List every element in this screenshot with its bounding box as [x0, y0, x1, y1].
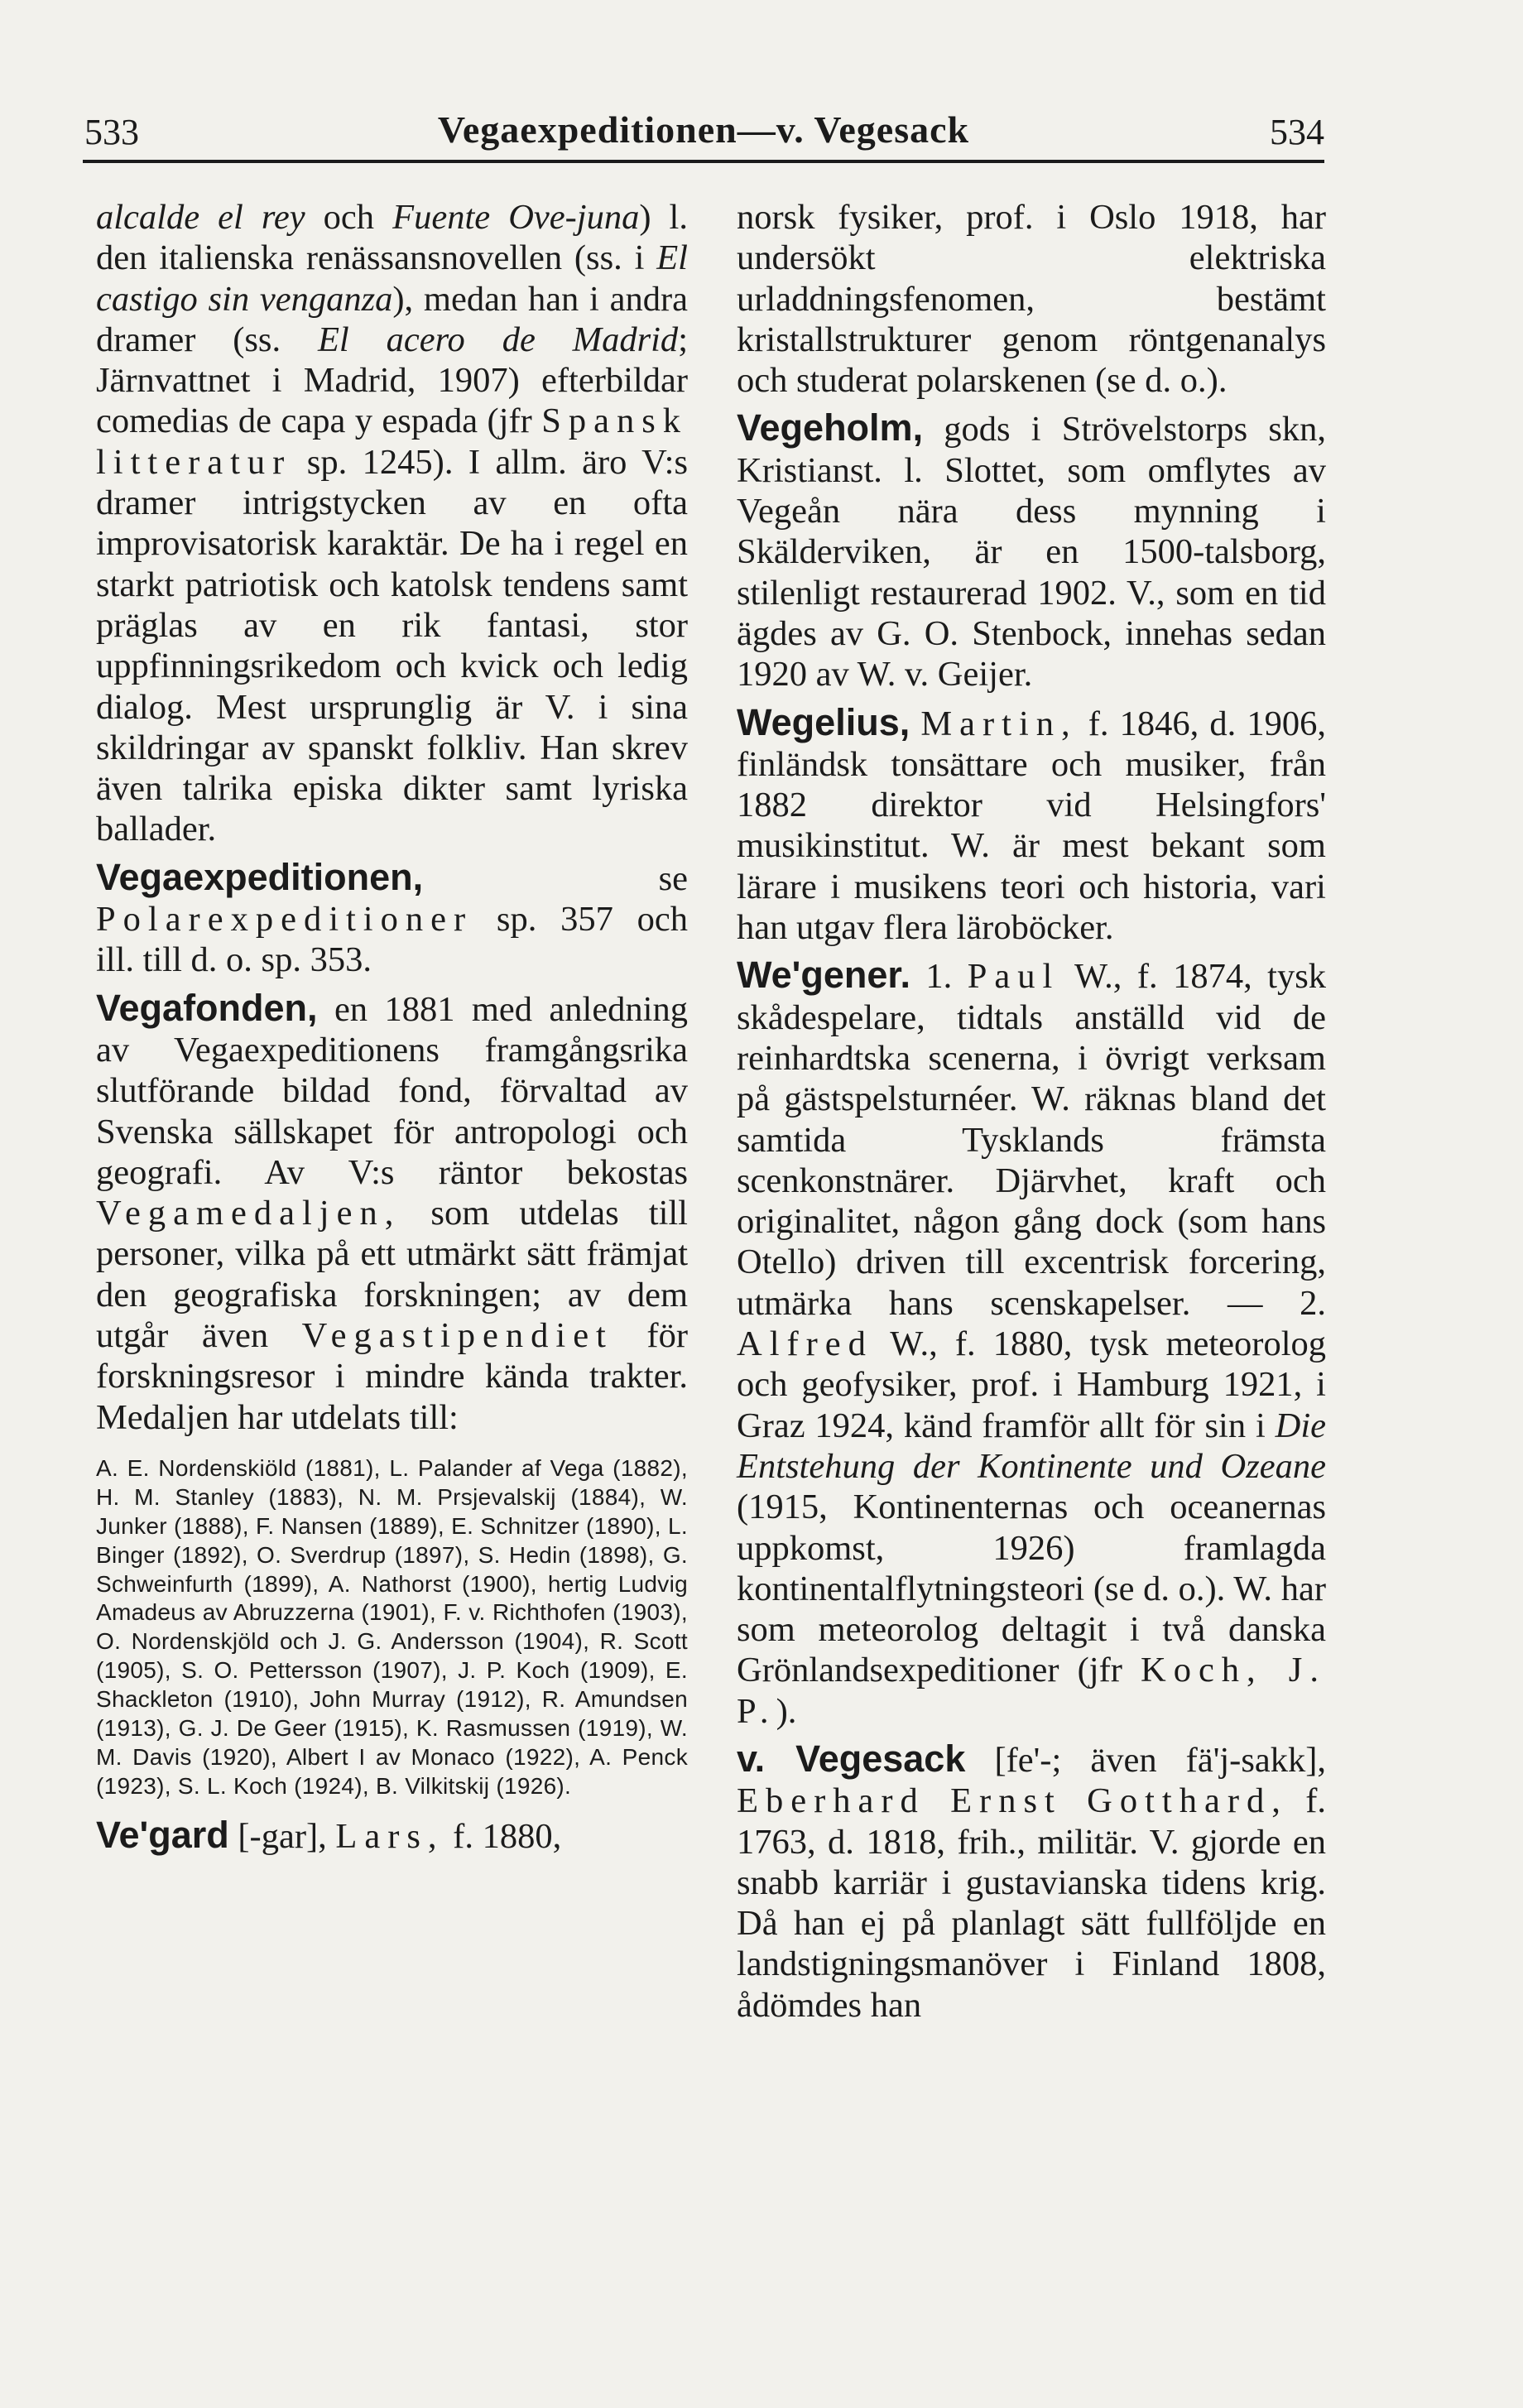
page-number-right: 534 [1270, 112, 1324, 152]
headword: Vegeholm, [737, 406, 924, 449]
page-number-left: 533 [84, 112, 139, 152]
entry-vegafonden: Vegafonden, en 1881 med anledning av Vegaexpeditionens framgångsrika slutförande bildad fond, förvaltad av Svenska sällskapet för antropologi och geografi. Av V:s räntor bekostas Vegamedaljen, som utdelas till personer, vilka på ett utmärkt sätt främjat den geografiska forskningen; av dem utgår även Vegastipendiet för forskningsresor i mindre kända trakter. Medaljen har utdelats till: [96, 986, 688, 1437]
column-right [737, 197, 1326, 2026]
headword: Ve'gard [96, 1813, 229, 1856]
entry-wegener: We'gener. 1. Paul W., f. 1874, tysk skådespelare, tidtals anställd vid de reinhardtska scenerna, i övrigt verksam på gästspelsturnéer. W. räknas bland det samtida Tysklands främsta scenkonstnärer. Djärvhet, kraft och originalitet, någon gång dock (som hans Otello) driven till excentrisk forcering, utmärka hans scenskapelser. — 2. Alfred W., f. 1880, tysk meteorolog och geofysiker, prof. i Hamburg 1921, i Graz 1924, känd framför allt för sin i Die Entstehung der Kontinente und Ozeane (1915, Kontinenternas och oceanernas uppkomst, 1926) framlagda kontinentalflytningsteori (se d. o.). W. har som meteorolog deltagit i två danska Grönlandsexpeditioner (jfr Koch, J. P.). [737, 954, 1326, 1731]
running-title: Vegaexpeditionen—v. Vegesack [437, 108, 970, 151]
headword: Vegaexpeditionen, [96, 855, 424, 898]
headword: Vegafonden, [96, 986, 318, 1029]
medal-recipients-list: A. E. Nordenskiöld (1881), L. Palander af Vega (1882), H. M. Stanley (1883), N. M. Prsjevalskij (1884), W. Junker (1888), F. Nansen (1889), E. Schnitzer (1890), L. Binger (1892), O. Sverdrup (1897), S. Hedin (1898), G. Schweinfurth (1899), A. Nathorst (1900), hertig Ludvig Amadeus av Abruzzerna (1901), F. v. Richthofen (1903), O. Nordenskjöld och J. G. Andersson (1904), R. Scott (1905), S. O. Pettersson (1907), J. P. Koch (1909), E. Shackleton (1910), John Murray (1912), R. Amundsen (1913), G. J. De Geer (1915), K. Rasmussen (1919), W. M. Davis (1920), Albert I av Monaco (1922), A. Penck (1923), S. L. Koch (1924), B. Vilkitskij (1926). [96, 1454, 688, 1799]
entry-wegelius: Wegelius, Martin, f. 1846, d. 1906, finländsk tonsättare och musiker, från 1882 direktor vid Helsingfors' musikinstitut. W. är mest bekant som lärare i musikens teori och historia, vari han utgav flera läroböcker. [737, 700, 1327, 948]
page-header [83, 106, 1324, 157]
entry-vegaexpeditionen: Vegaexpeditionen, se Polarexpeditioner sp. 357 och ill. till d. o. sp. 353. [96, 855, 688, 980]
entry-vegeholm: Vegeholm, gods i Strövelstorps skn, Kristianst. l. Slottet, som omflytes av Vegeån nära dess mynning i Skälderviken, är en 1500-talsborg, stilenligt restaurerad 1902. V., som en tid ägdes av G. O. Stenbock, innehas sedan 1920 av W. v. Geijer. [737, 406, 1326, 695]
header-rule [83, 160, 1324, 163]
entry-vegesack: v. Vegesack [fe'-; även fä'j-sakk], Eberhard Ernst Gotthard, f. 1763, d. 1818, frih., militär. V. gjorde en snabb karriär i gustavianska tidens krig. Då han ej på planlagt sätt fullföljde en landstigningsmanöver i Finland 1808, ådömdes han [737, 1737, 1327, 2025]
headword: We'gener. [737, 954, 910, 997]
entry-continuation: norsk fysiker, prof. i Oslo 1918, har undersökt elektriska urladdningsfenomen, bestämt kristallstrukturer genom röntgenanalys och studerat polarskenen (se d. o.). [737, 198, 1326, 401]
column-left [96, 197, 688, 1857]
entry-continuation: alcalde el rey och Fuente Ove-juna) l. den italienska renässansnovellen (ss. i El castigo sin venganza), medan han i andra dramer (ss. El acero de Madrid; Järnvattnet i Madrid, 1907) efterbildar comedias de capa y espada (jfr Spansk litteratur sp. 1245). I allm. äro V:s dramer intrigstycken av en ofta improvisatorisk karaktär. De ha i regel en starkt patriotisk och katolsk tendens samt präglas av en rik fantasi, stor uppfinningsrikedom och kvick och ledig dialog. Mest ursprunglig är V. i sina skildringar av spanskt folkliv. Han skrev även talrika episka dikter samt lyriska ballader. [96, 198, 688, 849]
entry-vegard: Ve'gard [-gar], Lars, f. 1880, [96, 1813, 562, 1856]
headword: Wegelius, [737, 700, 910, 743]
headword: v. Vegesack [737, 1737, 966, 1780]
